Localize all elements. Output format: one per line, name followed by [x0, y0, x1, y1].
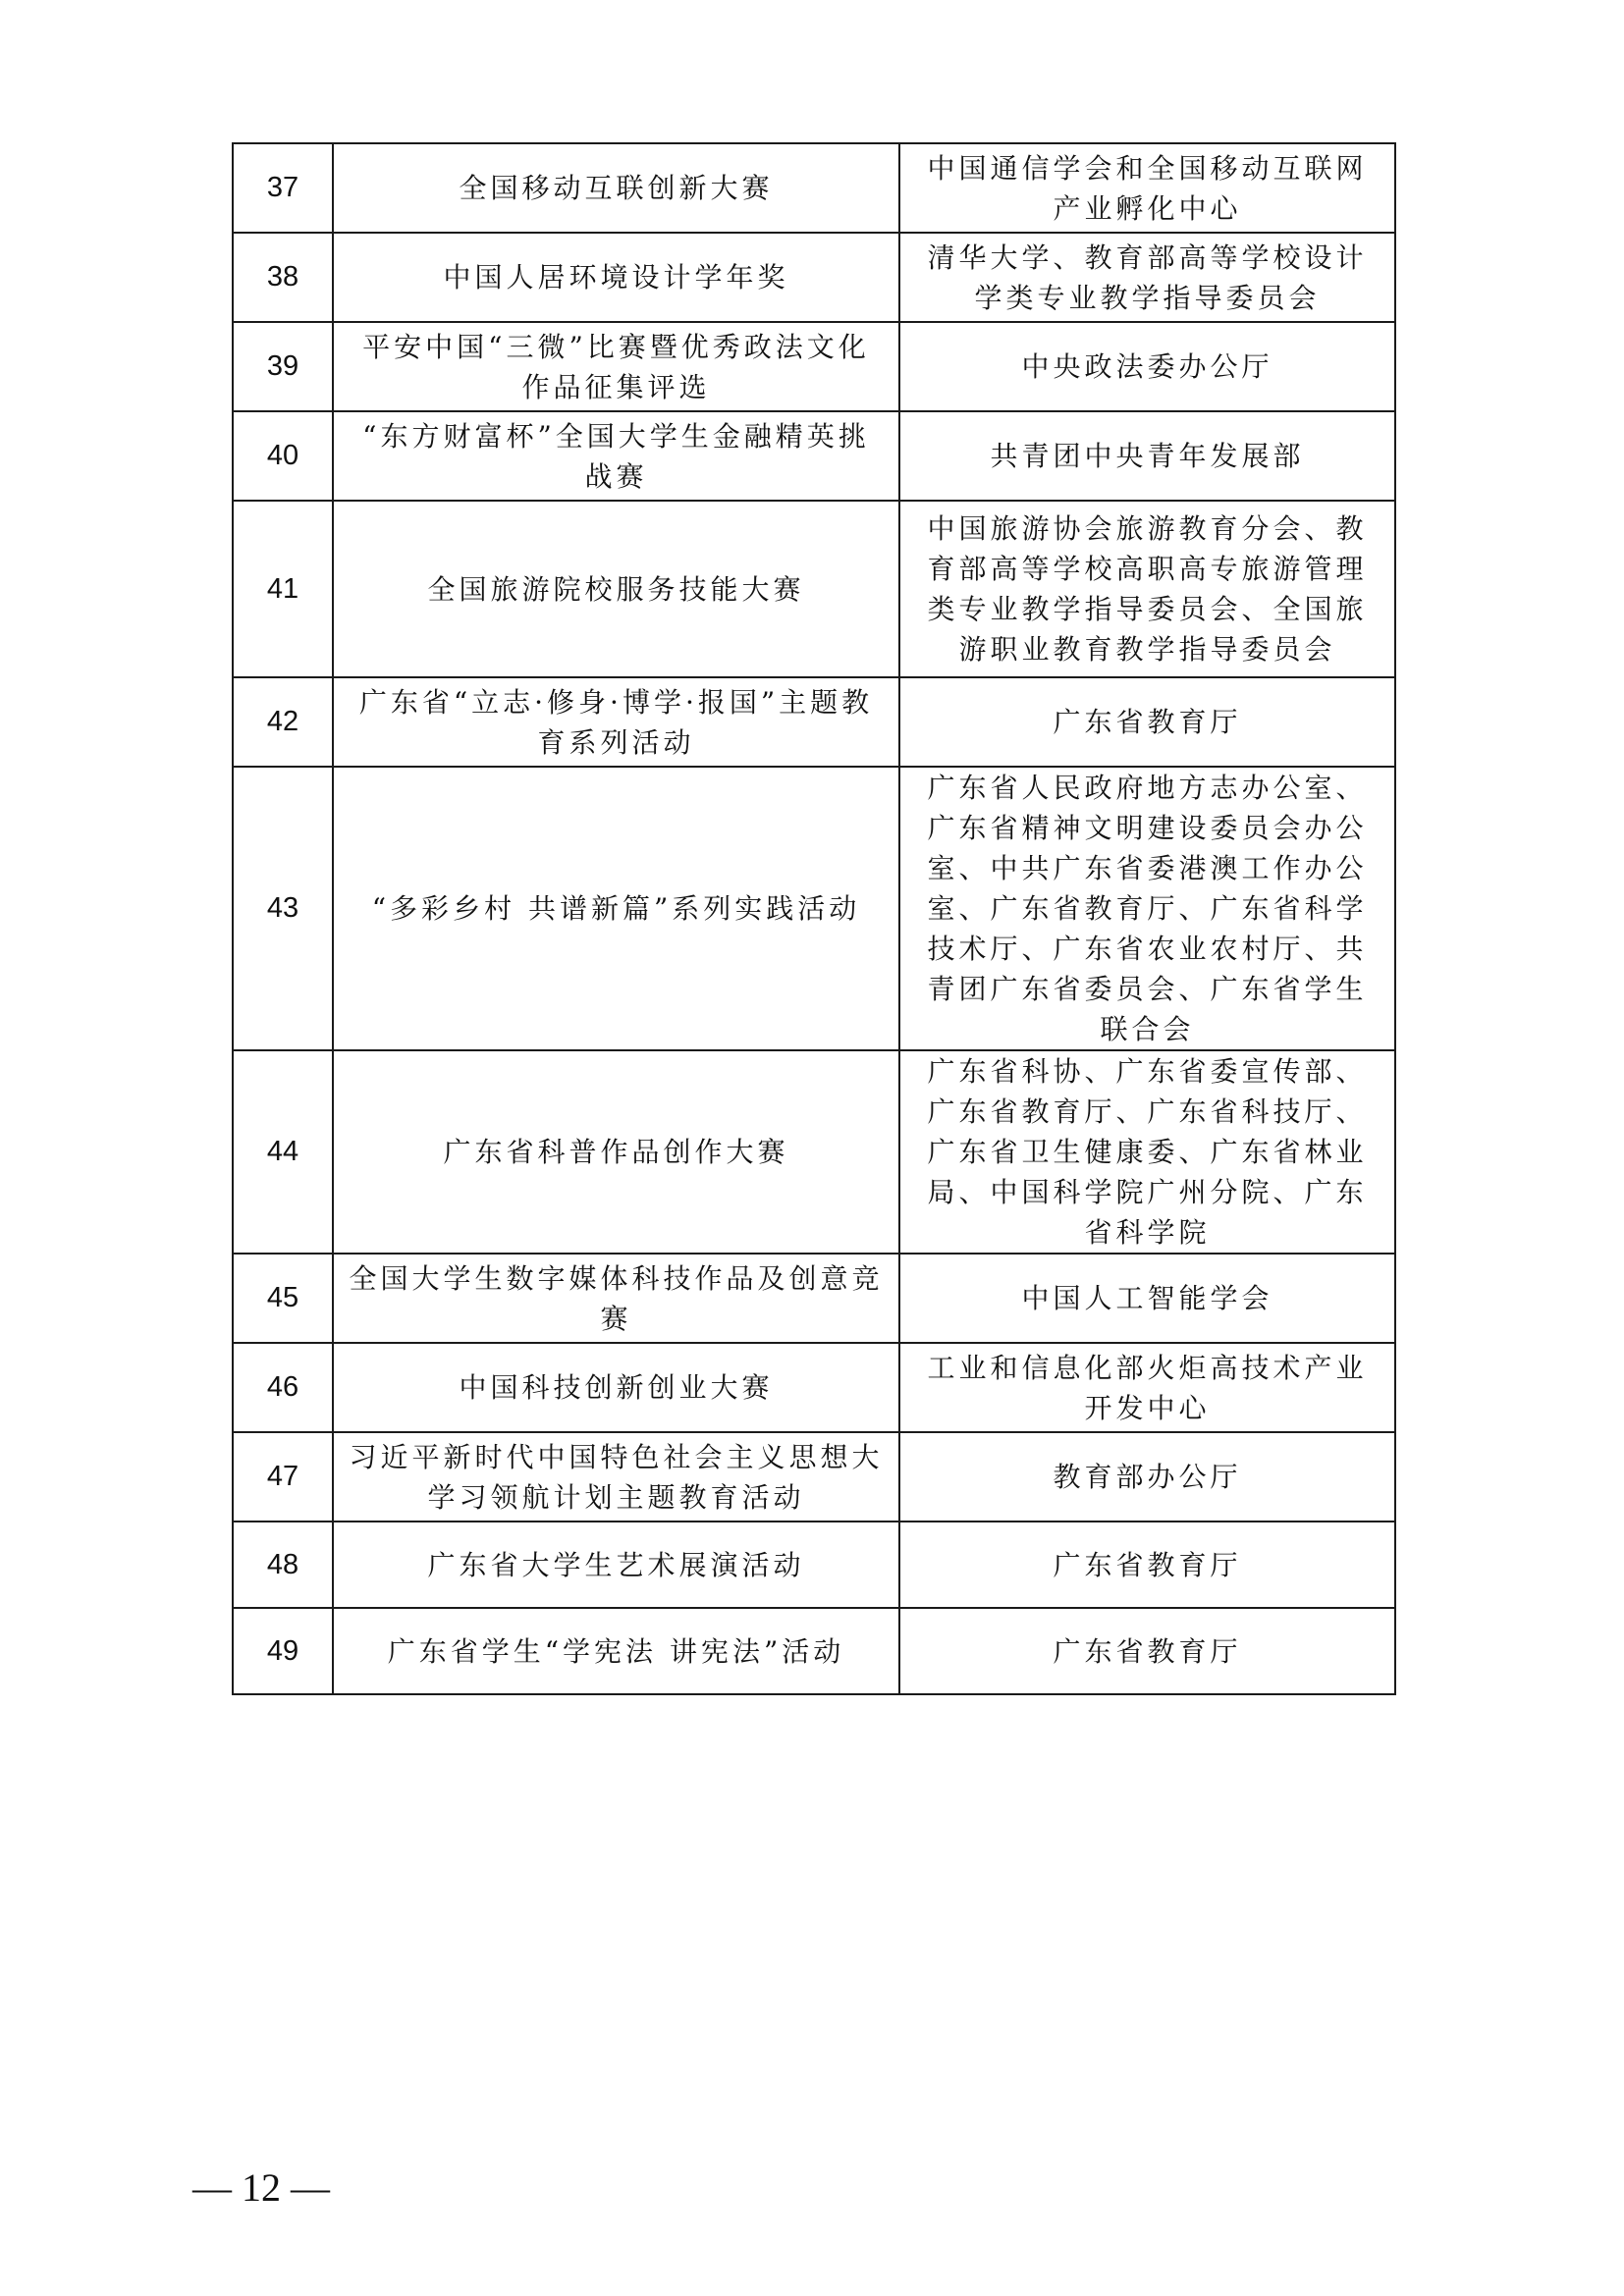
organizer-cell: 广东省教育厅	[899, 1522, 1395, 1608]
competition-name-cell: “多彩乡村 共谱新篇”系列实践活动	[333, 767, 899, 1050]
table-row	[233, 677, 1395, 767]
competition-name-cell: “东方财富杯”全国大学生金融精英挑战赛	[333, 411, 899, 501]
competition-name-cell: 广东省“立志·修身·博学·报国”主题教育系列活动	[333, 677, 899, 767]
table-row	[233, 1522, 1395, 1608]
organizer-cell: 广东省科协、广东省委宣传部、广东省教育厅、广东省科技厅、广东省卫生健康委、广东省林业局、中国科学院广州分院、广东省科学院	[899, 1050, 1395, 1254]
competition-name-cell: 广东省大学生艺术展演活动	[333, 1522, 899, 1608]
row-number-cell: 38	[233, 233, 333, 322]
table-row	[233, 411, 1395, 501]
row-number-cell: 43	[233, 767, 333, 1050]
organizer-cell: 共青团中央青年发展部	[899, 411, 1395, 501]
row-number-cell: 42	[233, 677, 333, 767]
row-number-cell: 46	[233, 1343, 333, 1432]
table-row	[233, 322, 1395, 411]
table-row	[233, 233, 1395, 322]
row-number-cell: 39	[233, 322, 333, 411]
row-number-cell: 41	[233, 501, 333, 677]
competition-name-cell: 全国移动互联创新大赛	[333, 143, 899, 233]
competition-table	[232, 142, 1396, 1695]
row-number-cell: 48	[233, 1522, 333, 1608]
table-row	[233, 1343, 1395, 1432]
table-row	[233, 1608, 1395, 1694]
competition-name-cell: 广东省学生“学宪法 讲宪法”活动	[333, 1608, 899, 1694]
competition-name-cell: 广东省科普作品创作大赛	[333, 1050, 899, 1254]
page-number: — 12 —	[192, 2165, 330, 2210]
table-row	[233, 1254, 1395, 1343]
competition-name-cell: 平安中国“三微”比赛暨优秀政法文化作品征集评选	[333, 322, 899, 411]
row-number-cell: 47	[233, 1432, 333, 1522]
organizer-cell: 广东省教育厅	[899, 677, 1395, 767]
organizer-cell: 中央政法委办公厅	[899, 322, 1395, 411]
organizer-cell: 教育部办公厅	[899, 1432, 1395, 1522]
table-row	[233, 767, 1395, 1050]
table-row	[233, 501, 1395, 677]
row-number-cell: 37	[233, 143, 333, 233]
organizer-cell: 广东省人民政府地方志办公室、广东省精神文明建设委员会办公室、中共广东省委港澳工作办公室、广东省教育厅、广东省科学技术厅、广东省农业农村厅、共青团广东省委员会、广东省学生联合会	[899, 767, 1395, 1050]
row-number-cell: 44	[233, 1050, 333, 1254]
competition-name-cell: 习近平新时代中国特色社会主义思想大学习领航计划主题教育活动	[333, 1432, 899, 1522]
organizer-cell: 中国通信学会和全国移动互联网产业孵化中心	[899, 143, 1395, 233]
organizer-cell: 广东省教育厅	[899, 1608, 1395, 1694]
organizer-cell: 清华大学、教育部高等学校设计学类专业教学指导委员会	[899, 233, 1395, 322]
row-number-cell: 49	[233, 1608, 333, 1694]
organizer-cell: 中国人工智能学会	[899, 1254, 1395, 1343]
competition-name-cell: 中国人居环境设计学年奖	[333, 233, 899, 322]
table-row	[233, 1432, 1395, 1522]
competition-name-cell: 全国大学生数字媒体科技作品及创意竞赛	[333, 1254, 899, 1343]
competition-name-cell: 中国科技创新创业大赛	[333, 1343, 899, 1432]
table-row	[233, 1050, 1395, 1254]
competition-name-cell: 全国旅游院校服务技能大赛	[333, 501, 899, 677]
row-number-cell: 45	[233, 1254, 333, 1343]
table-row	[233, 143, 1395, 233]
organizer-cell: 中国旅游协会旅游教育分会、教育部高等学校高职高专旅游管理类专业教学指导委员会、全国旅游职业教育教学指导委员会	[899, 501, 1395, 677]
row-number-cell: 40	[233, 411, 333, 501]
organizer-cell: 工业和信息化部火炬高技术产业开发中心	[899, 1343, 1395, 1432]
